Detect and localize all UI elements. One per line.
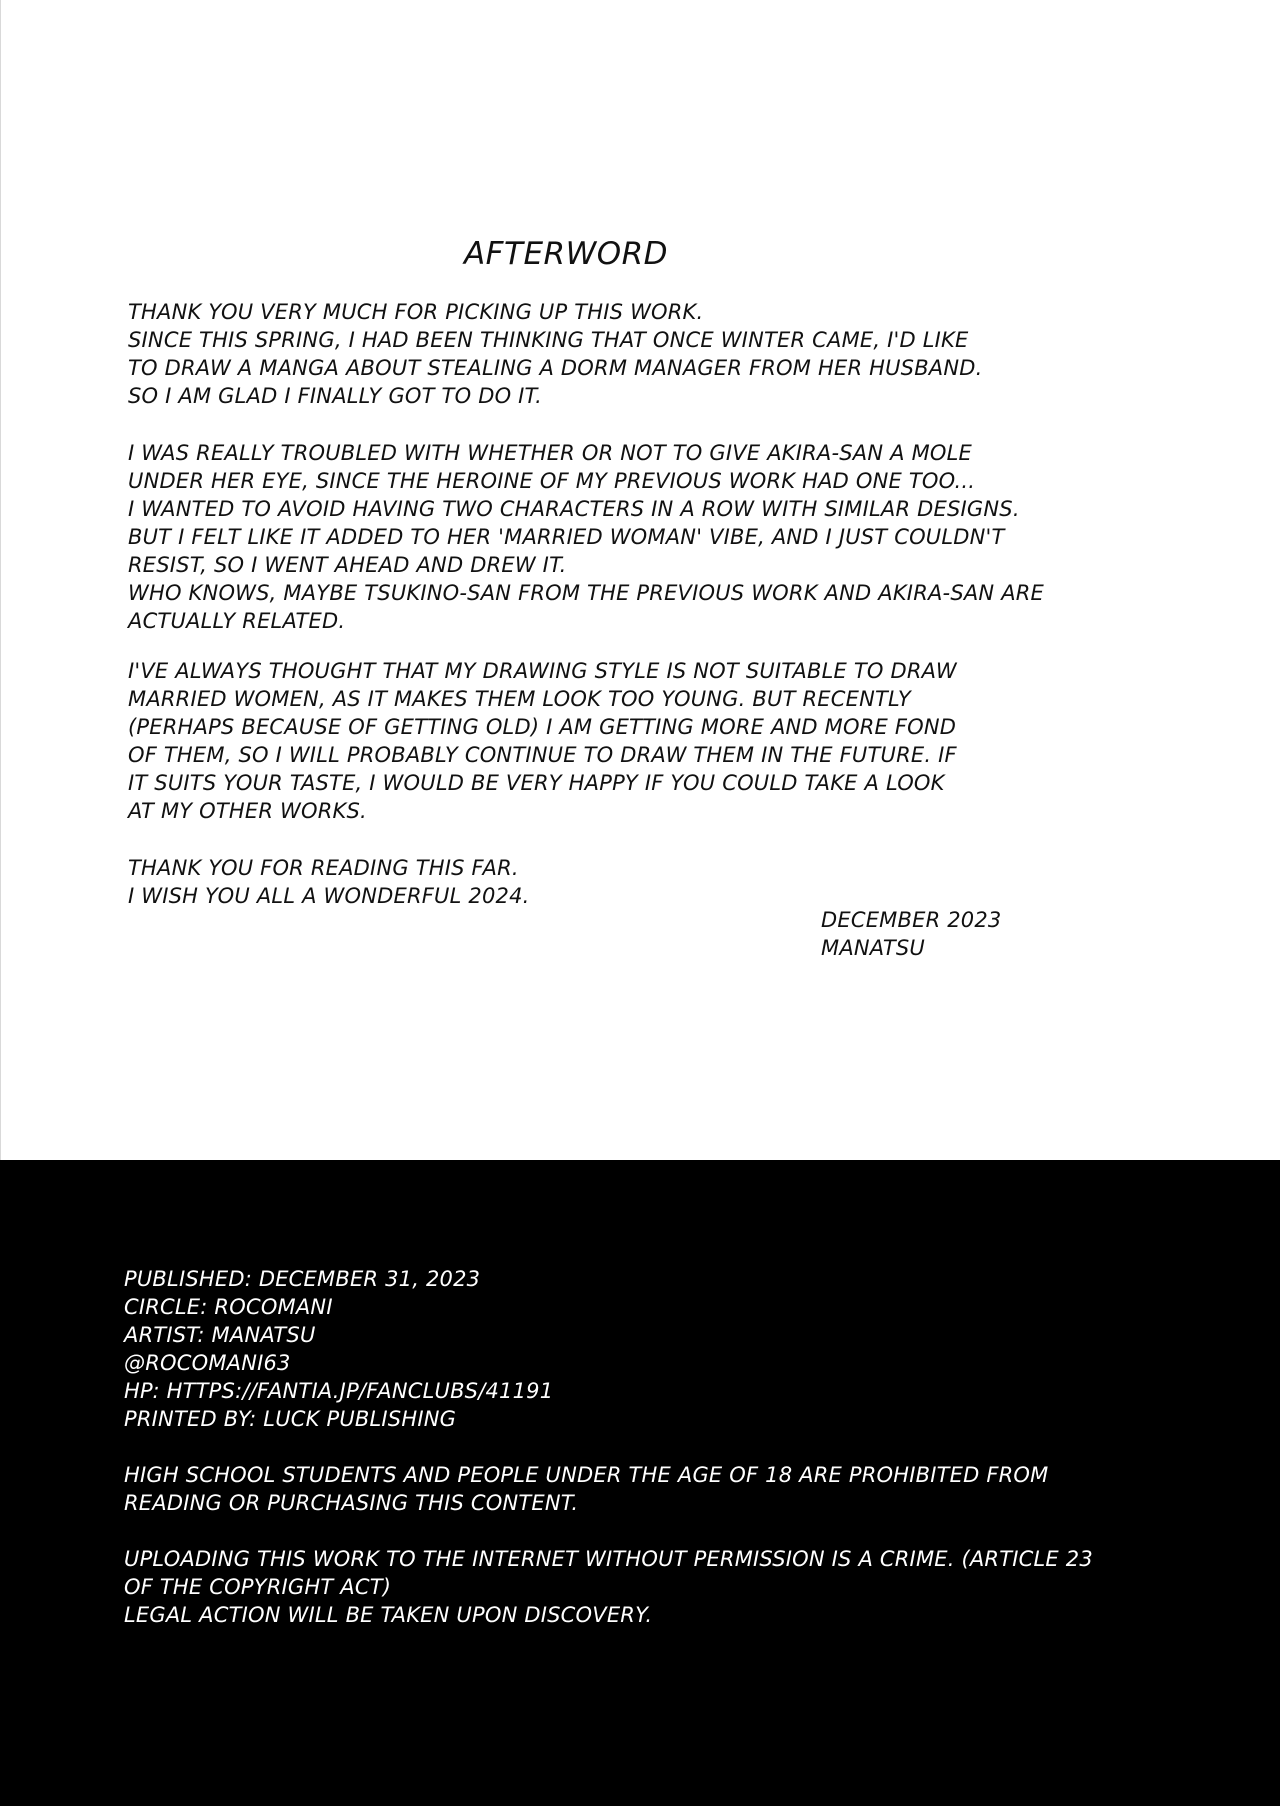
copyright-line: LEGAL ACTION WILL BE TAKEN UPON DISCOVERY.	[124, 1603, 653, 1627]
homepage-link: HP: HTTPS://FANTIA.JP/FANCLUBS/41191	[124, 1379, 554, 1403]
afterword-body	[128, 298, 1148, 910]
afterword-line: I WAS REALLY TROUBLED WITH WHETHER OR NOT TO GIVE AKIRA-SAN A MOLE	[128, 441, 972, 465]
afterword-line: SO I AM GLAD I FINALLY GOT TO DO IT.	[128, 384, 542, 408]
artist-handle: @ROCOMANI63	[124, 1351, 291, 1375]
afterword-line: ACTUALLY RELATED.	[128, 609, 346, 633]
afterword-paragraph-2	[128, 439, 1148, 635]
afterword-signature	[821, 906, 1001, 962]
afterword-line: OF THEM, SO I WILL PROBABLY CONTINUE TO DRAW THEM IN THE FUTURE. IF	[128, 743, 957, 767]
paragraph-spacer	[128, 410, 1148, 439]
afterword-line: TO DRAW A MANGA ABOUT STEALING A DORM MANAGER FROM HER HUSBAND.	[128, 356, 983, 380]
age-restriction-notice	[124, 1461, 1204, 1517]
afterword-line: BUT I FELT LIKE IT ADDED TO HER 'MARRIED WOMAN' VIBE, AND I JUST COULDN'T	[128, 525, 1005, 549]
paragraph-spacer	[128, 825, 1148, 854]
age-notice-line: READING OR PURCHASING THIS CONTENT.	[124, 1491, 579, 1515]
afterword-title: AFTERWORD	[463, 236, 669, 272]
published-date: PUBLISHED: DECEMBER 31, 2023	[124, 1267, 481, 1291]
afterword-line: SINCE THIS SPRING, I HAD BEEN THINKING THAT ONCE WINTER CAME, I'D LIKE	[128, 328, 969, 352]
publication-info	[124, 1265, 1204, 1433]
printer-name: PRINTED BY: LUCK PUBLISHING	[124, 1407, 457, 1431]
afterword-line: WHO KNOWS, MAYBE TSUKINO-SAN FROM THE PREVIOUS WORK AND AKIRA-SAN ARE	[128, 581, 1045, 605]
signature-date: DECEMBER 2023	[821, 908, 1002, 932]
copyright-line: OF THE COPYRIGHT ACT)	[124, 1575, 392, 1599]
artist-name: ARTIST: MANATSU	[124, 1323, 316, 1347]
copyright-line: UPLOADING THIS WORK TO THE INTERNET WITHOUT PERMISSION IS A CRIME. (ARTICLE 23	[124, 1547, 1093, 1571]
afterword-line: RESIST, SO I WENT AHEAD AND DREW IT.	[128, 553, 567, 577]
signature-author: MANATSU	[821, 936, 925, 960]
afterword-line: AT MY OTHER WORKS.	[128, 799, 367, 823]
afterword-line: UNDER HER EYE, SINCE THE HEROINE OF MY PREVIOUS WORK HAD ONE TOO...	[128, 469, 976, 493]
afterword-line: THANK YOU FOR READING THIS FAR.	[128, 856, 519, 880]
afterword-line: I WISH YOU ALL A WONDERFUL 2024.	[128, 884, 530, 908]
colophon-text	[124, 1265, 1204, 1629]
afterword-line: I WANTED TO AVOID HAVING TWO CHARACTERS IN A ROW WITH SIMILAR DESIGNS.	[128, 497, 1020, 521]
colophon-spacer	[124, 1517, 1204, 1545]
afterword-paragraph-3	[128, 657, 1148, 825]
copyright-notice	[124, 1545, 1204, 1629]
afterword-line: IT SUITS YOUR TASTE, I WOULD BE VERY HAPPY IF YOU COULD TAKE A LOOK	[128, 771, 945, 795]
afterword-line: MARRIED WOMEN, AS IT MAKES THEM LOOK TOO YOUNG. BUT RECENTLY	[128, 687, 911, 711]
afterword-line: THANK YOU VERY MUCH FOR PICKING UP THIS WORK.	[128, 300, 704, 324]
afterword-line: (PERHAPS BECAUSE OF GETTING OLD) I AM GETTING MORE AND MORE FOND	[128, 715, 957, 739]
circle-name: CIRCLE: ROCOMANI	[124, 1295, 333, 1319]
paragraph-spacer	[128, 635, 1148, 657]
afterword-line: I'VE ALWAYS THOUGHT THAT MY DRAWING STYLE IS NOT SUITABLE TO DRAW	[128, 659, 957, 683]
colophon-spacer	[124, 1433, 1204, 1461]
afterword-paragraph-1	[128, 298, 1148, 410]
age-notice-line: HIGH SCHOOL STUDENTS AND PEOPLE UNDER THE AGE OF 18 ARE PROHIBITED FROM	[124, 1463, 1049, 1487]
afterword-paragraph-4	[128, 854, 1148, 910]
